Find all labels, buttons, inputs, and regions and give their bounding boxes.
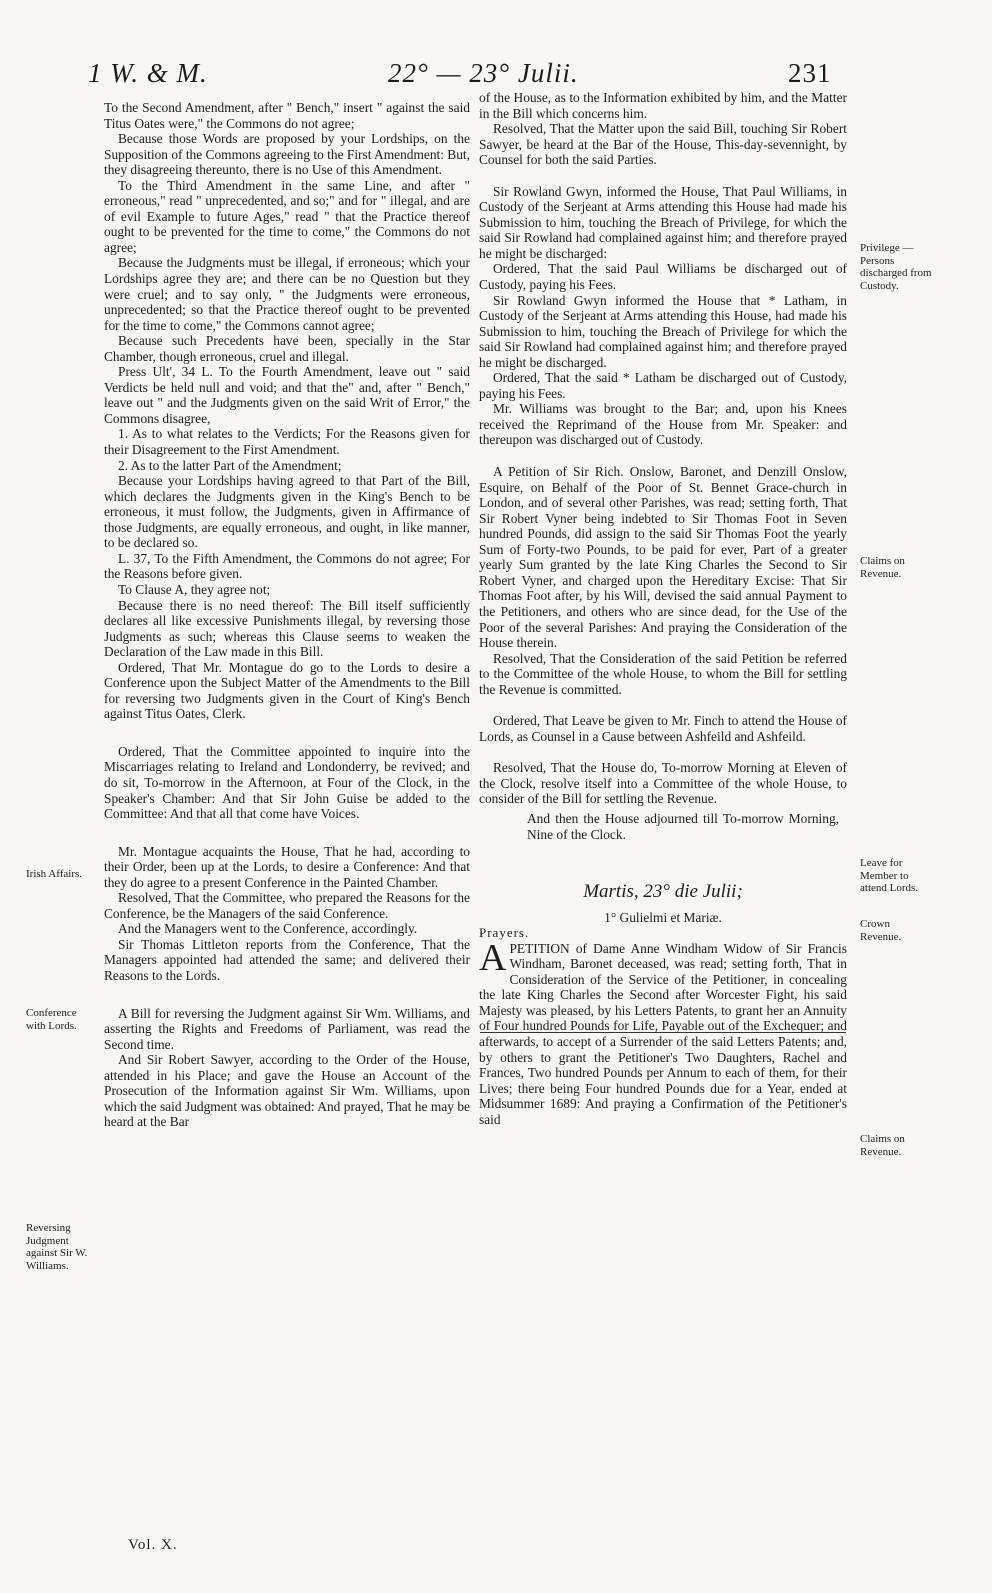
paragraph: Ordered, That Leave be given to Mr. Finch to attend the House of Lords, as Counsel in a Cause between Ashfeild and Ashfeild.: [479, 713, 847, 744]
margin-note-leave-member: Leave for Member to attend Lords.: [860, 857, 919, 894]
page-number: 231: [788, 58, 832, 88]
prayers-heading: Prayers.: [479, 925, 530, 941]
paragraph: Resolved, That the Matter upon the said Bill, touching Sir Robert Sawyer, be heard at the Bar of the House, This-day-sevennight, by Counsel for both the said Parties.: [479, 121, 847, 168]
paragraph: Resolved, That the Committee, who prepared the Reasons for the Conference, be the Managers of the said Conference.: [104, 890, 470, 921]
paragraph: To Clause A, they agree not;: [118, 581, 271, 597]
header-regnal-year: 1 W. & M.: [88, 58, 208, 88]
paragraph: Sir Thomas Littleton reports from the Conference, That the Managers appointed had attended the same; and delivered their Reasons to the Lords.: [104, 936, 470, 983]
paragraph: 1. As to what relates to the Verdicts; For the Reasons given for their Disagreement to the First Amendment.: [104, 426, 470, 458]
paragraph: A Bill for reversing the Judgment against Sir Wm. Williams, and asserting the Rights and Freedoms of Parliament, was read the Second time.: [104, 1005, 470, 1052]
paragraph: Because the Judgments must be illegal, if erroneous; which your Lordships agree they are; and there can be no Question but they were cruel; and to say only, " the Judgments were erroneous, unprecedented; so that the Practice thereof ought to be prevented for the time to come," the Commons cannot agree;: [104, 255, 470, 333]
paragraph: Ordered, That the Committee appointed to inquire into the Miscarriages relating to Ireland and Londonderry, be revived; and do sit, To-morrow in the Afternoon, at Four of the Clock, in the Speaker's Chamber: And that Sir John Guise be added to the Committee: And that all that come have Voices.: [104, 743, 470, 822]
drop-cap: A: [479, 936, 507, 979]
paragraph: Because your Lordships having agreed to that Part of the Bill, which declares the Judgments given in the King's Bench to be erroneous, it must follow, the Judgments, given in Affirmance of those Judgments, are equally erroneous, and ought, in like manner, to be declared so.: [104, 473, 470, 551]
margin-note-claims-revenue-2: Claims on Revenue.: [860, 1133, 905, 1158]
paragraph: A Petition of Sir Rich. Onslow, Baronet, and Denzill Onslow, Esquire, on Behalf of the Poor of St. Bennet Grace-church in London, and of several other Parishes, was read; setting forth, That Sir Robert Vyner being indebted to Sir Thomas Foot in Seven hundred Pounds, did assign to the said Sir Thomas Foot the yearly Sum of Forty-two Pounds, to be paid for ever, Part of a greater yearly Sum granted by the late King Charles the Second to Sir Robert Vyner, and charged upon the Hereditary Excise: That Sir Thomas Foot after, by his Will, devised the said annual Payment to the Petitioners, and others who are since dead, for the Use of the Poor of the several Parishes: And praying the Consideration of the House therein.: [479, 464, 847, 651]
paragraph: Resolved, That the Consideration of the said Petition be referred to the Committee of the whole House, to whom the Bill for settling the Revenue is committed.: [479, 650, 847, 697]
paragraph: To the Third Amendment in the same Line, and after " erroneous," read " unprecedented, and so;" and for " illegal, and are of evil Example to future Ages," read " that the Practice thereof ought to be prevented for the time to come," the Commons do not agree;: [104, 177, 470, 255]
petition-text: PETITION of Dame Anne Windham Widow of Sir Francis Windham, Baronet deceased, was read; setting forth, That in Consideration of the Service of the Petitioner, in concealing the late King Charles the Second after Worcester Fight, his said Majesty was pleased, by his Letters Patents, to grant her an Annuity of Four hundred Pounds for Life, Payable out of the Exchequer; and afterwards, to accept of a Surrender of the said Letters Patents; and, by others to grant the Petitioner's Two Daughters, Rachel and Frances, Two hundred Pounds per Annum to each of them, for their Lives; there being Four hundred Pounds due for a Year, ended at Midsummer 1689: And praying a Confirmation of the Petitioner's said: [479, 940, 847, 1127]
section-divider: [480, 1032, 846, 1033]
header-dates: 22° — 23° Julii.: [388, 58, 579, 88]
paragraph: 2. As to the latter Part of the Amendment;: [118, 457, 342, 473]
margin-note-reversing-judgment: Reversing Judgment against Sir W. Williams.: [26, 1222, 88, 1272]
paragraph: Because such Precedents have been, specially in the Star Chamber, though erroneous, cruel and illegal.: [104, 333, 470, 364]
paragraph: And the Managers went to the Conference, accordingly.: [118, 921, 418, 937]
paragraph: Mr. Montague acquaints the House, That he had, according to their Order, been up at the Lords, to desire a Conference: And that they do agree to a present Conference in the Painted Chamber.: [104, 843, 470, 890]
paragraph: Ordered, That Mr. Montague do go to the Lords to desire a Conference upon the Subject Matter of the Amendments to the Bill for reversing two Judgments given in the Court of King's Bench against Titus Oates, Clerk.: [104, 659, 470, 722]
margin-note-irish-affairs: Irish Affairs.: [26, 868, 83, 880]
paragraph: Because those Words are proposed by your Lordships, on the Supposition of the Commons agreeing to the First Amendment: But, they disagreeing thereunto, there is no Use of this Amendment.: [104, 131, 470, 178]
left-column: [104, 100, 470, 1130]
paragraph: Sir Rowland Gwyn, informed the House, That Paul Williams, in Custody of the Serjeant at Arms attending this House had made his Submission to him, touching the Breach of Privilege, for which the said Sir Rowland had complained against him; and therefore prayed he might be discharged:: [479, 183, 847, 261]
margin-note-conference: Conference with Lords.: [26, 1007, 77, 1032]
paragraph: Ordered, That the said Paul Williams be discharged out of Custody, paying his Fees.: [479, 261, 847, 293]
paragraph: To the Second Amendment, after " Bench," insert " against the said Titus Oates were," the Commons do not agree;: [104, 100, 470, 131]
paragraph: And Sir Robert Sawyer, according to the Order of the House, attended in his Place; and gave the House an Account of the Prosecution of the Information against Sir Wm. Williams, upon which the said Judgment was obtained: And prayed, That he may be heard at the Bar: [104, 1052, 470, 1130]
paragraph: Ordered, That the said * Latham be discharged out of Custody, paying his Fees.: [479, 370, 847, 401]
paragraph: Sir Rowland Gwyn informed the House that * Latham, in Custody of the Serjeant at Arms attending this House, had made his Submission to him, touching the Breach of Privilege for which the said Sir Rowland had complained against him; and therefore prayed he might be discharged.: [479, 292, 847, 370]
adjournment-note: And then the House adjourned till To-morrow Morning, Nine of the Clock.: [527, 810, 839, 842]
volume-footer: Vol. X.: [128, 1537, 178, 1553]
paragraph: Press Ult', 34 L. To the Fourth Amendment, leave out " said Verdicts be held null and void; and that the" and, after " Bench," leave out " and the Judgments given on the said Writ of Error," the Commons disagree,: [104, 364, 470, 426]
regnal-year-subheading: 1° Gulielmi et Mariæ.: [604, 909, 722, 925]
paragraph: Resolved, That the House do, To-morrow Morning at Eleven of the Clock, resolve itself into a Committee of the whole House, to consider of the Bill for settling the Revenue.: [479, 760, 847, 807]
paragraph: L. 37, To the Fifth Amendment, the Commons do not agree; For the Reasons before given.: [104, 550, 470, 582]
margin-note-claims-revenue: Claims on Revenue.: [860, 555, 905, 580]
paragraph: of the House, as to the Information exhibited by him, and the Matter in the Bill which concerns him.: [479, 90, 847, 121]
sitting-date-heading: Martis, 23° die Julii;: [583, 881, 743, 903]
right-column: [479, 90, 847, 1127]
margin-note-privilege: Privilege — Persons discharged from Custody.: [860, 242, 932, 292]
paragraph: Because there is no need thereof: The Bill itself sufficiently declares all like excessive Punishments illegal, by reversing those Judgments as such; whereas this Clause seems to weaken the Declaration of the Law made in this Bill.: [104, 597, 470, 660]
paragraph: Mr. Williams was brought to the Bar; and, upon his Knees received the Reprimand of the House from Mr. Speaker: and thereupon was discharged out of Custody.: [479, 401, 847, 448]
petition-paragraph: [479, 936, 847, 1128]
margin-note-crown-revenue: Crown Revenue.: [860, 918, 902, 943]
